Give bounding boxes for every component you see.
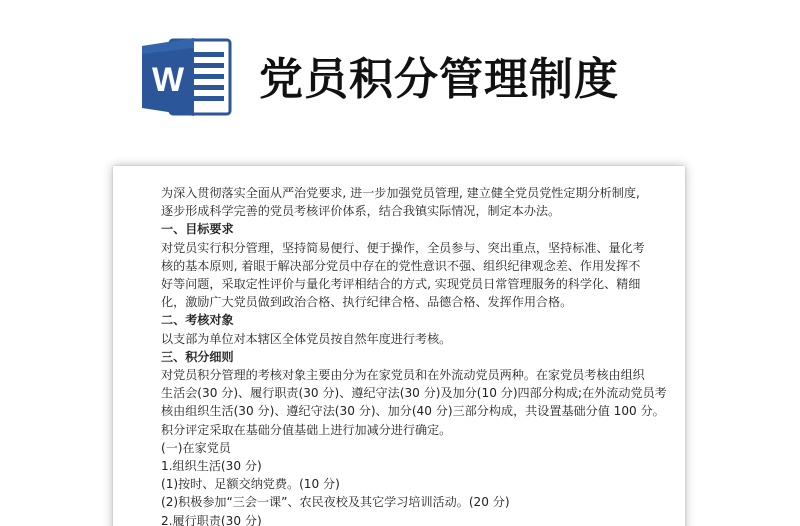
- paragraph-line: 以支部为单位对本辖区全体党员按自然年度进行考核。: [161, 331, 452, 346]
- section-heading: 三、积分细则: [161, 349, 234, 364]
- page-title: 党员积分管理制度: [259, 54, 619, 105]
- paragraph-line: 核的基本原则, 着眼于解决部分党员中存在的党性意识不强、组织纪律观念差、作用发挥不: [161, 258, 641, 273]
- word-doc-icon: [140, 36, 232, 118]
- document-page: [113, 166, 685, 526]
- section-heading: 一、目标要求: [161, 222, 234, 237]
- paragraph-line: (1)按时、足额交纳党费。(10 分): [161, 477, 340, 492]
- paragraph-line: 对党员积分管理的考核对象主要由分为在家党员和在外流动党员两种。在家党员考核由组织: [161, 368, 645, 383]
- paragraph-line: (2)积极参加“三会一课”、农民夜校及其它学习培训活动。(20 分): [161, 495, 510, 510]
- paragraph-line: 生活会(30 分)、履行职责(30 分)、遵纪守法(30 分)及加分(10 分)四部分构成;在外流动党员考: [161, 386, 667, 401]
- paragraph-line: 为深入贯彻落实全面从严治党要求, 进一步加强党员管理, 建立健全党员党性定期分析制度,: [161, 186, 640, 200]
- paragraph-line: 好等问题，采取定性评价与量化考评相结合的方式, 实现党员日常管理服务的科学化、精细: [161, 277, 641, 292]
- paragraph-line: 核由组织生活(30 分)、遵纪守法(30 分)、加分(40 分)三部分构成，共设置基础分值 100 分。: [161, 404, 665, 419]
- paragraph-line: 化，激励广大党员做到政治合格、执行纪律合格、品德合格、发挥作用合格。: [161, 295, 573, 310]
- section-heading: 二、考核对象: [161, 313, 234, 328]
- document-body: [161, 184, 667, 526]
- paragraph-line: 2.履行职责(30 分): [161, 513, 262, 526]
- paragraph-line: 逐步形成科学完善的党员考核评价体系，结合我镇实际情况，制定本办法。: [161, 204, 561, 219]
- paragraph-line: 积分评定采取在基础分值基础上进行加减分进行确定。: [161, 422, 452, 437]
- word-icon-letter: W: [151, 61, 185, 99]
- paragraph-line: (一)在家党员: [161, 440, 231, 455]
- paragraph-line: 1.组织生活(30 分): [161, 459, 262, 474]
- paragraph-line: 对党员实行积分管理，坚持简易便行、便于操作，全员参与、突出重点，坚持标准、量化考: [161, 240, 645, 255]
